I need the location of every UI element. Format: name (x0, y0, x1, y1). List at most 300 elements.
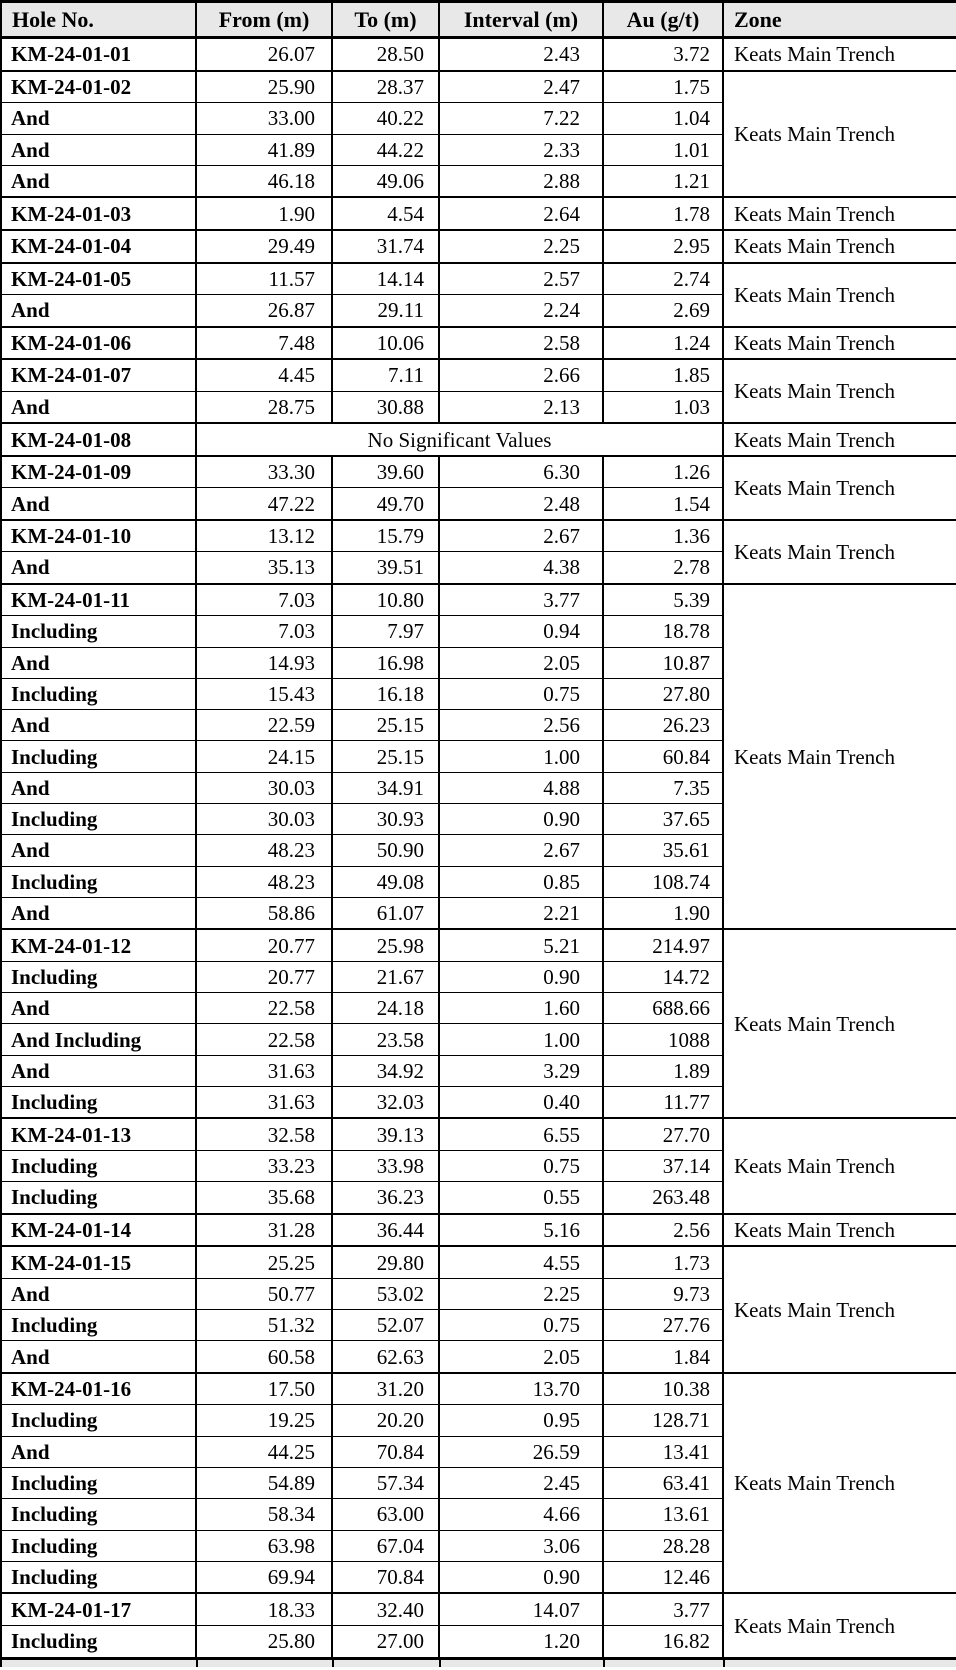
to-cell: 70.84 (332, 1436, 439, 1467)
au-cell: 2.78 (603, 552, 723, 584)
hole-cell: KM-24-01-13 (1, 1118, 196, 1150)
from-cell: 60.58 (196, 1341, 332, 1373)
to-cell: 49.70 (332, 488, 439, 520)
from-cell: 32.58 (196, 1118, 332, 1150)
hole-cell: And (1, 134, 196, 165)
interval-cell: 1.00 (439, 741, 603, 772)
au-cell: 3.77 (603, 1593, 723, 1625)
from-cell: 69.94 (196, 1561, 332, 1593)
interval-cell: 2.25 (439, 230, 603, 263)
interval-cell: 2.33 (439, 134, 603, 165)
from-cell: 13.12 (196, 520, 332, 552)
to-cell: 25.15 (332, 710, 439, 741)
au-cell: 27.70 (603, 1118, 723, 1150)
au-cell: 2.56 (603, 1214, 723, 1247)
hole-cell: And (1, 1055, 196, 1086)
interval-cell: 2.57 (439, 263, 603, 295)
to-cell: 29.11 (332, 295, 439, 327)
hole-cell: Including (1, 1087, 196, 1119)
interval-cell: 4.66 (439, 1499, 603, 1530)
table-row (1, 1593, 956, 1625)
hole-cell: And (1, 295, 196, 327)
au-cell: 18.78 (603, 616, 723, 647)
au-cell: 1.21 (603, 165, 723, 197)
to-cell: 31.20 (332, 1373, 439, 1405)
au-cell: 128.71 (603, 1405, 723, 1436)
hole-cell: KM-24-01-15 (1, 1246, 196, 1278)
no-significant-values-cell: No Significant Values (196, 423, 723, 456)
zone-cell: Keats Main Trench (723, 71, 956, 198)
table-row (1, 423, 956, 456)
from-cell: 11.57 (196, 263, 332, 295)
au-cell: 60.84 (603, 741, 723, 772)
interval-cell: 5.16 (439, 1214, 603, 1247)
hole-cell: Including (1, 1310, 196, 1341)
au-cell: 263.48 (603, 1182, 723, 1214)
hole-cell: And (1, 772, 196, 803)
column-header-from: From (m) (196, 2, 332, 38)
from-cell: 26.87 (196, 295, 332, 327)
from-cell: 30.03 (196, 803, 332, 834)
column-line-stub (332, 1660, 334, 1667)
column-header-zone: Zone (723, 2, 956, 38)
table-row (1, 197, 956, 230)
interval-cell: 0.90 (439, 961, 603, 992)
to-cell: 34.92 (332, 1055, 439, 1086)
hole-cell: Including (1, 803, 196, 834)
hole-cell: KM-24-01-06 (1, 327, 196, 360)
interval-cell: 6.55 (439, 1118, 603, 1150)
interval-cell: 2.58 (439, 327, 603, 360)
to-cell: 33.98 (332, 1150, 439, 1181)
column-header-hole: Hole No. (1, 2, 196, 38)
au-cell: 5.39 (603, 584, 723, 616)
interval-cell: 3.06 (439, 1530, 603, 1561)
interval-cell: 26.59 (439, 1436, 603, 1467)
interval-cell: 0.90 (439, 1561, 603, 1593)
to-cell: 28.37 (332, 71, 439, 103)
interval-cell: 2.43 (439, 38, 603, 71)
interval-cell: 0.75 (439, 1310, 603, 1341)
hole-cell: And (1, 488, 196, 520)
from-cell: 33.23 (196, 1150, 332, 1181)
from-cell: 63.98 (196, 1530, 332, 1561)
zone-cell: Keats Main Trench (723, 197, 956, 230)
interval-cell: 7.22 (439, 103, 603, 134)
from-cell: 46.18 (196, 165, 332, 197)
zone-cell: Keats Main Trench (723, 263, 956, 327)
au-cell: 1.85 (603, 359, 723, 391)
hole-cell: KM-24-01-16 (1, 1373, 196, 1405)
interval-cell: 2.56 (439, 710, 603, 741)
from-cell: 22.58 (196, 1024, 332, 1055)
au-cell: 63.41 (603, 1467, 723, 1498)
au-cell: 37.65 (603, 803, 723, 834)
table-header (1, 2, 956, 38)
hole-cell: KM-24-01-04 (1, 230, 196, 263)
to-cell: 52.07 (332, 1310, 439, 1341)
au-cell: 1.75 (603, 71, 723, 103)
hole-cell: Including (1, 1561, 196, 1593)
cutoff-next-row-strip (0, 1660, 956, 1667)
to-cell: 10.80 (332, 584, 439, 616)
au-cell: 2.69 (603, 295, 723, 327)
zone-cell: Keats Main Trench (723, 359, 956, 423)
au-cell: 2.74 (603, 263, 723, 295)
interval-cell: 3.29 (439, 1055, 603, 1086)
hole-cell: KM-24-01-09 (1, 456, 196, 488)
from-cell: 50.77 (196, 1278, 332, 1309)
au-cell: 27.80 (603, 678, 723, 709)
zone-cell: Keats Main Trench (723, 1373, 956, 1593)
hole-cell: And (1, 993, 196, 1024)
interval-cell: 2.67 (439, 835, 603, 866)
interval-cell: 2.05 (439, 647, 603, 678)
hole-cell: And (1, 391, 196, 423)
hole-cell: Including (1, 678, 196, 709)
interval-cell: 2.05 (439, 1341, 603, 1373)
to-cell: 62.63 (332, 1341, 439, 1373)
from-cell: 29.49 (196, 230, 332, 263)
to-cell: 49.08 (332, 866, 439, 897)
to-cell: 16.18 (332, 678, 439, 709)
au-cell: 214.97 (603, 929, 723, 961)
table-row (1, 1118, 956, 1150)
zone-cell: Keats Main Trench (723, 1593, 956, 1658)
au-cell: 3.72 (603, 38, 723, 71)
interval-cell: 2.88 (439, 165, 603, 197)
zone-cell: Keats Main Trench (723, 1214, 956, 1247)
au-cell: 1.01 (603, 134, 723, 165)
au-cell: 1.26 (603, 456, 723, 488)
to-cell: 32.40 (332, 1593, 439, 1625)
zone-cell: Keats Main Trench (723, 423, 956, 456)
interval-cell: 2.48 (439, 488, 603, 520)
au-cell: 1.04 (603, 103, 723, 134)
au-cell: 27.76 (603, 1310, 723, 1341)
interval-cell: 0.85 (439, 866, 603, 897)
hole-cell: KM-24-01-07 (1, 359, 196, 391)
zone-cell: Keats Main Trench (723, 1246, 956, 1373)
hole-cell: Including (1, 741, 196, 772)
hole-cell: And (1, 710, 196, 741)
interval-cell: 0.95 (439, 1405, 603, 1436)
au-cell: 7.35 (603, 772, 723, 803)
from-cell: 1.90 (196, 197, 332, 230)
from-cell: 7.03 (196, 584, 332, 616)
hole-cell: Including (1, 1530, 196, 1561)
from-cell: 17.50 (196, 1373, 332, 1405)
to-cell: 25.98 (332, 929, 439, 961)
column-line-stub (603, 1660, 605, 1667)
to-cell: 34.91 (332, 772, 439, 803)
interval-cell: 2.67 (439, 520, 603, 552)
to-cell: 36.44 (332, 1214, 439, 1247)
from-cell: 31.63 (196, 1055, 332, 1086)
zone-cell: Keats Main Trench (723, 230, 956, 263)
header-row (1, 2, 956, 38)
table-row (1, 359, 956, 391)
to-cell: 44.22 (332, 134, 439, 165)
hole-cell: Including (1, 1499, 196, 1530)
hole-cell: And (1, 103, 196, 134)
au-cell: 28.28 (603, 1530, 723, 1561)
hole-cell: KM-24-01-08 (1, 423, 196, 456)
column-header-to: To (m) (332, 2, 439, 38)
interval-cell: 14.07 (439, 1593, 603, 1625)
from-cell: 22.58 (196, 993, 332, 1024)
zone-cell: Keats Main Trench (723, 929, 956, 1118)
hole-cell: KM-24-01-05 (1, 263, 196, 295)
from-cell: 7.03 (196, 616, 332, 647)
from-cell: 4.45 (196, 359, 332, 391)
from-cell: 24.15 (196, 741, 332, 772)
column-line-stub (196, 1660, 198, 1667)
from-cell: 51.32 (196, 1310, 332, 1341)
table-row (1, 38, 956, 71)
from-cell: 47.22 (196, 488, 332, 520)
au-cell: 10.38 (603, 1373, 723, 1405)
from-cell: 33.00 (196, 103, 332, 134)
hole-cell: KM-24-01-03 (1, 197, 196, 230)
table-row (1, 263, 956, 295)
from-cell: 58.86 (196, 897, 332, 929)
from-cell: 25.25 (196, 1246, 332, 1278)
hole-cell: Including (1, 1150, 196, 1181)
to-cell: 30.93 (332, 803, 439, 834)
table-row (1, 1373, 956, 1405)
hole-cell: KM-24-01-17 (1, 1593, 196, 1625)
from-cell: 44.25 (196, 1436, 332, 1467)
from-cell: 35.13 (196, 552, 332, 584)
hole-cell: Including (1, 1182, 196, 1214)
from-cell: 33.30 (196, 456, 332, 488)
to-cell: 20.20 (332, 1405, 439, 1436)
from-cell: 31.28 (196, 1214, 332, 1247)
au-cell: 1.36 (603, 520, 723, 552)
from-cell: 7.48 (196, 327, 332, 360)
hole-cell: And (1, 1278, 196, 1309)
to-cell: 14.14 (332, 263, 439, 295)
au-cell: 13.41 (603, 1436, 723, 1467)
hole-cell: KM-24-01-01 (1, 38, 196, 71)
hole-cell: KM-24-01-11 (1, 584, 196, 616)
interval-cell: 0.40 (439, 1087, 603, 1119)
from-cell: 19.25 (196, 1405, 332, 1436)
au-cell: 1.73 (603, 1246, 723, 1278)
interval-cell: 1.00 (439, 1024, 603, 1055)
to-cell: 39.60 (332, 456, 439, 488)
to-cell: 21.67 (332, 961, 439, 992)
au-cell: 11.77 (603, 1087, 723, 1119)
interval-cell: 4.55 (439, 1246, 603, 1278)
au-cell: 1.03 (603, 391, 723, 423)
interval-cell: 4.88 (439, 772, 603, 803)
zone-cell: Keats Main Trench (723, 456, 956, 520)
column-line-stub (439, 1660, 441, 1667)
table-row (1, 1246, 956, 1278)
table-row (1, 327, 956, 360)
interval-cell: 0.75 (439, 678, 603, 709)
interval-cell: 2.66 (439, 359, 603, 391)
to-cell: 28.50 (332, 38, 439, 71)
table-row (1, 1214, 956, 1247)
zone-cell: Keats Main Trench (723, 38, 956, 71)
au-cell: 1.78 (603, 197, 723, 230)
interval-cell: 2.64 (439, 197, 603, 230)
hole-cell: KM-24-01-10 (1, 520, 196, 552)
hole-cell: And (1, 1436, 196, 1467)
to-cell: 27.00 (332, 1625, 439, 1658)
from-cell: 26.07 (196, 38, 332, 71)
to-cell: 70.84 (332, 1561, 439, 1593)
from-cell: 48.23 (196, 866, 332, 897)
from-cell: 54.89 (196, 1467, 332, 1498)
interval-cell: 2.25 (439, 1278, 603, 1309)
interval-cell: 4.38 (439, 552, 603, 584)
from-cell: 25.80 (196, 1625, 332, 1658)
hole-cell: KM-24-01-12 (1, 929, 196, 961)
from-cell: 15.43 (196, 678, 332, 709)
to-cell: 15.79 (332, 520, 439, 552)
au-cell: 35.61 (603, 835, 723, 866)
to-cell: 16.98 (332, 647, 439, 678)
hole-cell: Including (1, 1625, 196, 1658)
hole-cell: Including (1, 866, 196, 897)
au-cell: 688.66 (603, 993, 723, 1024)
interval-cell: 2.21 (439, 897, 603, 929)
from-cell: 35.68 (196, 1182, 332, 1214)
to-cell: 49.06 (332, 165, 439, 197)
interval-cell: 1.60 (439, 993, 603, 1024)
from-cell: 58.34 (196, 1499, 332, 1530)
from-cell: 14.93 (196, 647, 332, 678)
hole-cell: And (1, 165, 196, 197)
hole-cell: And (1, 647, 196, 678)
interval-cell: 2.13 (439, 391, 603, 423)
zone-cell: Keats Main Trench (723, 584, 956, 930)
column-header-au: Au (g/t) (603, 2, 723, 38)
to-cell: 29.80 (332, 1246, 439, 1278)
interval-cell: 5.21 (439, 929, 603, 961)
interval-cell: 1.20 (439, 1625, 603, 1658)
au-cell: 2.95 (603, 230, 723, 263)
au-cell: 1.90 (603, 897, 723, 929)
interval-cell: 2.45 (439, 1467, 603, 1498)
hole-cell: Including (1, 1405, 196, 1436)
hole-cell: And (1, 835, 196, 866)
to-cell: 7.11 (332, 359, 439, 391)
to-cell: 57.34 (332, 1467, 439, 1498)
interval-cell: 13.70 (439, 1373, 603, 1405)
to-cell: 36.23 (332, 1182, 439, 1214)
column-header-interval: Interval (m) (439, 2, 603, 38)
interval-cell: 0.75 (439, 1150, 603, 1181)
au-cell: 37.14 (603, 1150, 723, 1181)
table-row (1, 71, 956, 103)
to-cell: 40.22 (332, 103, 439, 134)
au-cell: 14.72 (603, 961, 723, 992)
table-row (1, 584, 956, 616)
hole-cell: Including (1, 1467, 196, 1498)
interval-cell: 2.47 (439, 71, 603, 103)
table-row (1, 929, 956, 961)
to-cell: 53.02 (332, 1278, 439, 1309)
interval-cell: 3.77 (439, 584, 603, 616)
interval-cell: 0.55 (439, 1182, 603, 1214)
from-cell: 20.77 (196, 961, 332, 992)
to-cell: 24.18 (332, 993, 439, 1024)
au-cell: 12.46 (603, 1561, 723, 1593)
to-cell: 63.00 (332, 1499, 439, 1530)
to-cell: 61.07 (332, 897, 439, 929)
hole-cell: KM-24-01-14 (1, 1214, 196, 1247)
hole-cell: And (1, 552, 196, 584)
hole-cell: And (1, 897, 196, 929)
from-cell: 41.89 (196, 134, 332, 165)
to-cell: 23.58 (332, 1024, 439, 1055)
table-row (1, 520, 956, 552)
to-cell: 50.90 (332, 835, 439, 866)
from-cell: 31.63 (196, 1087, 332, 1119)
au-cell: 9.73 (603, 1278, 723, 1309)
from-cell: 20.77 (196, 929, 332, 961)
hole-cell: And Including (1, 1024, 196, 1055)
au-cell: 1.84 (603, 1341, 723, 1373)
from-cell: 28.75 (196, 391, 332, 423)
au-cell: 108.74 (603, 866, 723, 897)
to-cell: 30.88 (332, 391, 439, 423)
to-cell: 10.06 (332, 327, 439, 360)
hole-cell: Including (1, 616, 196, 647)
table-row (1, 456, 956, 488)
interval-cell: 0.94 (439, 616, 603, 647)
interval-cell: 0.90 (439, 803, 603, 834)
interval-cell: 6.30 (439, 456, 603, 488)
au-cell: 13.61 (603, 1499, 723, 1530)
au-cell: 1.89 (603, 1055, 723, 1086)
to-cell: 4.54 (332, 197, 439, 230)
from-cell: 18.33 (196, 1593, 332, 1625)
zone-cell: Keats Main Trench (723, 1118, 956, 1213)
to-cell: 25.15 (332, 741, 439, 772)
au-cell: 10.87 (603, 647, 723, 678)
au-cell: 26.23 (603, 710, 723, 741)
au-cell: 16.82 (603, 1625, 723, 1658)
to-cell: 67.04 (332, 1530, 439, 1561)
hole-cell: KM-24-01-02 (1, 71, 196, 103)
zone-cell: Keats Main Trench (723, 327, 956, 360)
from-cell: 25.90 (196, 71, 332, 103)
from-cell: 30.03 (196, 772, 332, 803)
interval-cell: 2.24 (439, 295, 603, 327)
from-cell: 48.23 (196, 835, 332, 866)
hole-cell: Including (1, 961, 196, 992)
from-cell: 22.59 (196, 710, 332, 741)
to-cell: 39.13 (332, 1118, 439, 1150)
to-cell: 31.74 (332, 230, 439, 263)
to-cell: 39.51 (332, 552, 439, 584)
au-cell: 1088 (603, 1024, 723, 1055)
table-row (1, 230, 956, 263)
column-line-stub (723, 1660, 725, 1667)
zone-cell: Keats Main Trench (723, 520, 956, 584)
to-cell: 7.97 (332, 616, 439, 647)
hole-cell: And (1, 1341, 196, 1373)
au-cell: 1.24 (603, 327, 723, 360)
to-cell: 32.03 (332, 1087, 439, 1119)
au-cell: 1.54 (603, 488, 723, 520)
